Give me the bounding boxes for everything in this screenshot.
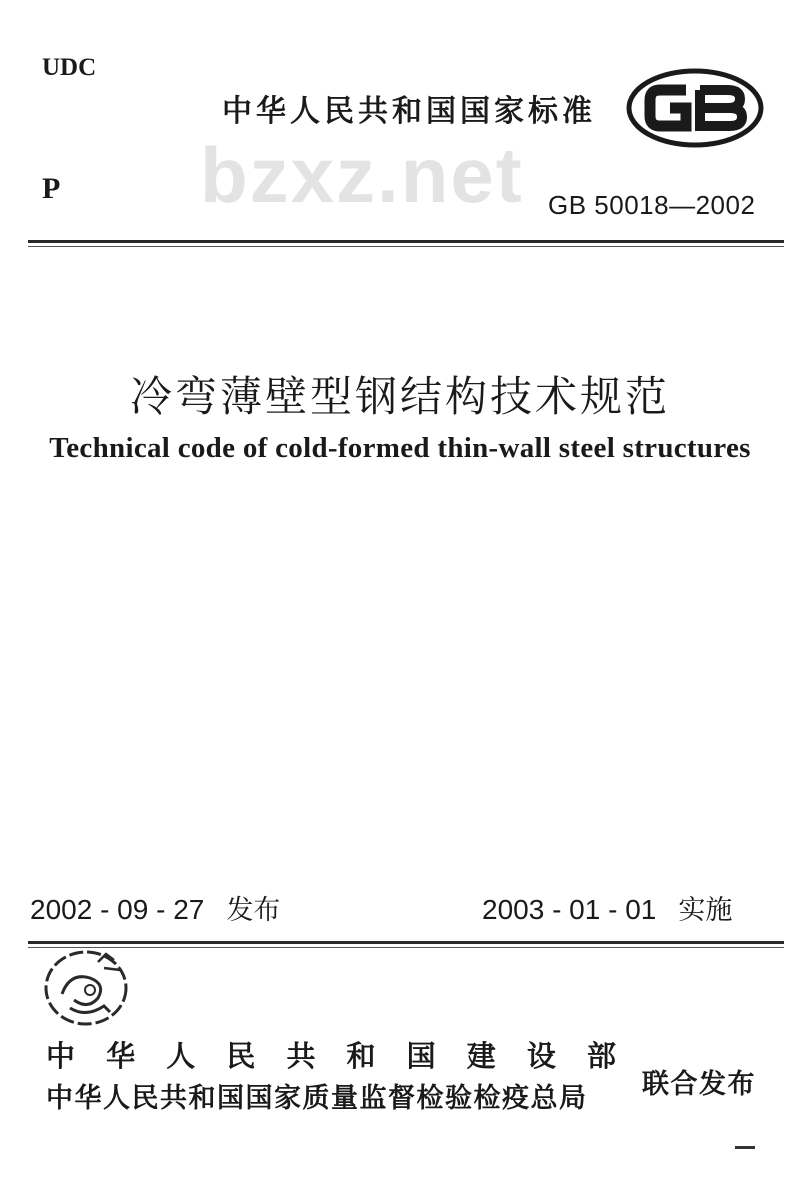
udc-label: UDC xyxy=(42,54,97,81)
issue-date: 2002 - 09 - 27 xyxy=(30,894,205,925)
ministry-seal-icon xyxy=(40,948,140,1034)
title-chinese: 冷弯薄壁型钢结构技术规范 xyxy=(129,372,670,421)
joint-release-label: 联合发布 xyxy=(642,1069,756,1100)
ministry-name xyxy=(46,1034,616,1075)
issue-date-block xyxy=(30,888,280,927)
title-english: Technical code of cold-formed thin-wall steel structures xyxy=(49,432,751,464)
ministry-char: 部 xyxy=(586,1039,616,1073)
classification-code: P xyxy=(42,172,61,205)
ministry-char: 民 xyxy=(226,1039,256,1073)
header-divider-thin xyxy=(28,246,784,247)
implement-date: 2003 - 01 - 01 xyxy=(482,894,657,925)
page-dash xyxy=(735,1146,755,1149)
header-divider xyxy=(28,240,784,243)
ministry-char: 建 xyxy=(466,1039,496,1073)
implement-label: 实施 xyxy=(678,895,733,926)
issuer-title: 中华人民共和国国家标准 xyxy=(222,94,596,129)
administration-name: 中华人民共和国国家质量监督检验检疫总局 xyxy=(46,1083,588,1114)
ministry-char: 人 xyxy=(166,1039,196,1073)
ministry-char: 设 xyxy=(526,1039,556,1073)
ministry-char: 和 xyxy=(346,1039,376,1073)
ministry-char: 共 xyxy=(286,1039,316,1073)
ministry-char: 中 xyxy=(46,1039,76,1073)
footer-divider xyxy=(28,941,784,944)
gb-logo xyxy=(626,68,764,148)
standard-number: GB 50018—2002 xyxy=(548,190,756,220)
ministry-char: 华 xyxy=(106,1039,136,1073)
footer-divider-thin xyxy=(28,947,784,948)
implement-date-block xyxy=(482,888,732,927)
ministry-char: 国 xyxy=(406,1039,436,1073)
watermark: bzxz.net xyxy=(200,131,524,219)
issue-label: 发布 xyxy=(226,895,281,926)
